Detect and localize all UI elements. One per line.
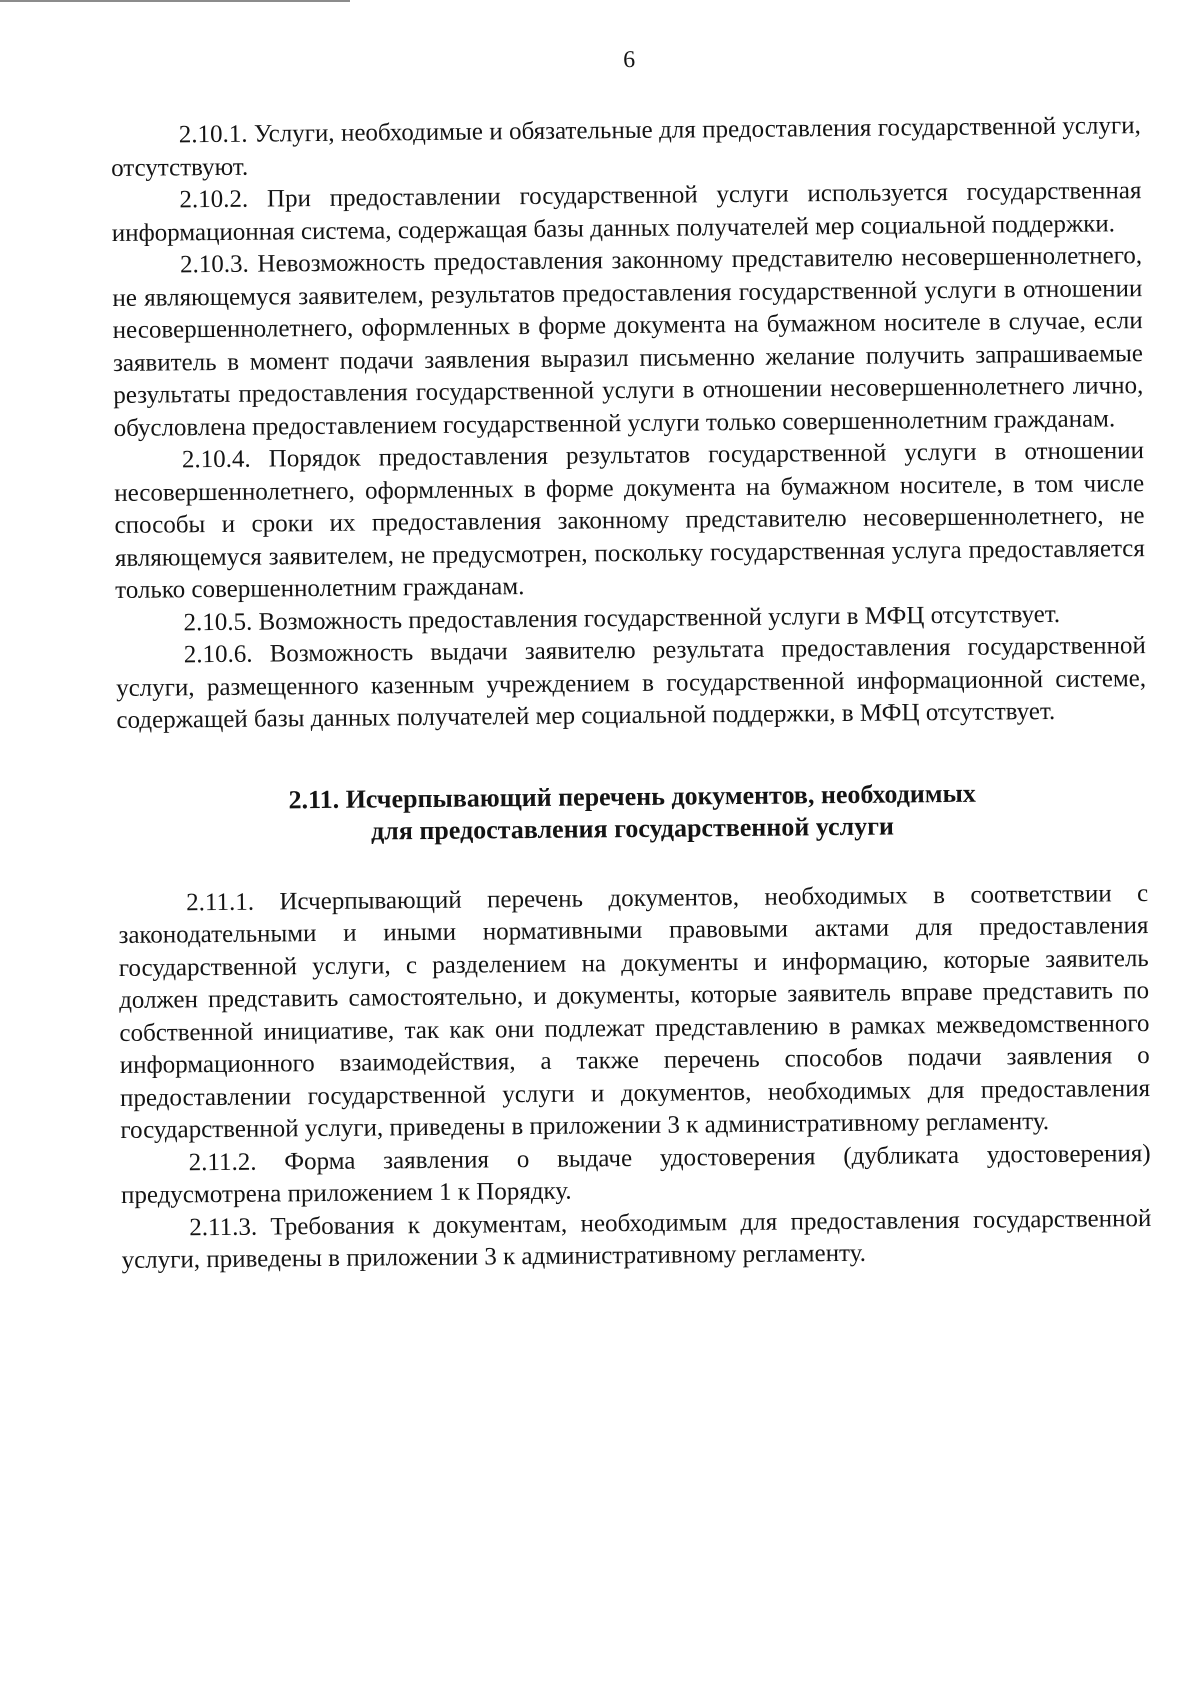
paragraph-2-10-1: 2.10.1. Услуги, необходимые и обязательные для предоставления государственной услуги, отсутствуют. bbox=[111, 112, 1141, 182]
section-heading-2-11-line1: 2.11. Исчерпывающий перечень документов, необходимых bbox=[288, 778, 976, 814]
scan-edge-line bbox=[0, 0, 350, 2]
document-page bbox=[110, 40, 1152, 1277]
page-number: 6 bbox=[622, 46, 636, 74]
paragraph-2-11-2: 2.11.2. Форма заявления о выдаче удостоверения (дубликата удостоверения) предусмотрена приложением 1 к Порядку. bbox=[120, 1139, 1151, 1209]
paragraph-2-10-2: 2.10.2. При предоставлении государственной услуги используется государственная информационная система, содержащая базы данных получателей мер социальной поддержки. bbox=[111, 177, 1142, 247]
paragraph-2-10-5: 2.10.5. Возможность предоставления государственной услуги в МФЦ отсутствует. bbox=[183, 600, 1061, 636]
section-heading-2-11-line2: для предоставления государственной услуги bbox=[370, 811, 895, 846]
paragraph-2-11-1: 2.11.1. Исчерпывающий перечень документов, необходимых в соответствии с законодательными и иными нормативными правовыми актами для предоставления государственной услуги, с разделением на документы и информацию, которые заявитель должен представить самостоятельно, и документы, которые заявитель вправе представить по собственной инициативе, так как они подлежат представлению в рамках межведомственного информационного взаимодействия, а также перечень способов подачи заявления о предоставлении государственной услуги и документов, необходимых для предоставления государственной услуги, приведены в приложении 3 к административному регламенту. bbox=[118, 879, 1151, 1144]
paragraph-2-10-4: 2.10.4. Порядок предоставления результатов государственной услуги в отношении несовершеннолетнего, оформленных в форме документа на бумажном носителе, в том числе способы и сроки их предоставления законному представителю несовершеннолетнего, не являющемуся заявителем, не предусмотрен, поскольку государственная услуга предоставляется только совершеннолетним гражданам. bbox=[114, 437, 1145, 604]
paragraph-2-10-3: 2.10.3. Невозможность предоставления законному представителю несовершеннолетнего, не являющемуся заявителем, результатов предоставления государственной услуги в отношении несовершеннолетнего, оформленных в форме документа на бумажном носителе в случае, если заявитель в момент подачи заявления выразил письменно желание получить запрашиваемые результаты предоставления государственной услуги в отношении несовершеннолетнего лично, обусловлена предоставлением государственной услуги только совершеннолетним гражданам. bbox=[112, 242, 1144, 442]
paragraph-2-10-6: 2.10.6. Возможность выдачи заявителю результата предоставления государственной услуги, размещенного казенным учреждением в государственной информационной системе, содержащей базы данных получателей мер социальной поддержки, в МФЦ отсутствует. bbox=[115, 632, 1147, 734]
paragraph-2-11-3: 2.11.3. Требования к документам, необходимым для предоставления государственной услуги, приведены в приложении 3 к административному регламенту. bbox=[121, 1204, 1152, 1274]
